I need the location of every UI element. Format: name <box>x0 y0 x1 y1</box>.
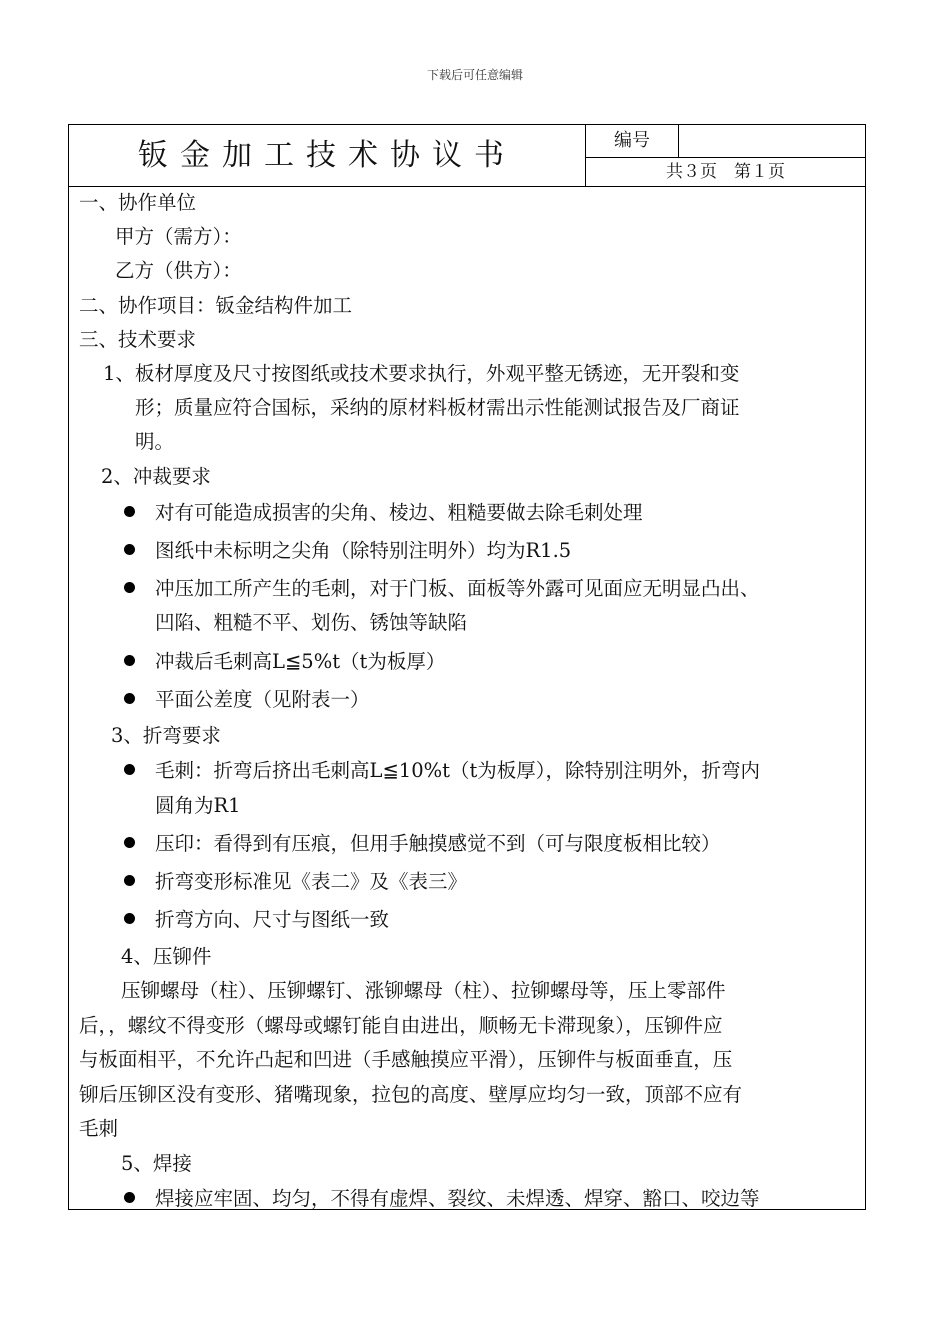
party-a: 甲方（需方）： <box>115 225 242 248</box>
watermark-text: 下载后可任意编辑 <box>426 68 523 82</box>
list-item: 压印：看得到有压痕，但用手触摸感觉不到（可与限度板相比较） <box>155 832 721 855</box>
subsection-heading: 5、焊接 <box>121 1152 192 1175</box>
paragraph-line: 铆后压铆区没有变形、猪嘴现象，拉包的高度、壁厚应均匀一致，顶部不应有 <box>79 1083 743 1106</box>
bullet-icon <box>124 506 135 517</box>
bullet-icon <box>124 913 135 924</box>
list-item: 图纸中未标明之尖角（除特别注明外）均为R1.5 <box>155 539 572 562</box>
section-heading-3: 三、技术要求 <box>79 328 197 351</box>
subsection-heading: 2、冲裁要求 <box>101 465 211 488</box>
document-frame <box>68 124 866 1210</box>
paragraph-line: 后，，螺纹不得变形（螺母或螺钉能自由进出，顺畅无卡滞现象），压铆件应 <box>79 1014 723 1037</box>
section-heading-2: 二、协作项目：钣金结构件加工 <box>79 294 353 317</box>
paragraph-line: 与板面相平，不允许凸起和凹进（手感触摸应平滑），压铆件与板面垂直，压 <box>79 1048 733 1071</box>
code-value <box>679 125 865 158</box>
list-item: 焊接应牢固、均匀，不得有虚焊、裂纹、未焊透、焊穿、豁口、咬边等 <box>155 1187 760 1210</box>
document-title: 钣金加工技术协议书 <box>69 125 586 186</box>
list-item-continuation: 凹陷、粗糙不平、划伤、锈蚀等缺陷 <box>155 611 468 634</box>
page-count: 共３页 第１页 <box>666 162 785 182</box>
code-label: 编号 <box>586 125 679 158</box>
list-item: 折弯方向、尺寸与图纸一致 <box>155 908 390 931</box>
list-item: 对有可能造成损害的尖角、棱边、粗糙要做去除毛刺处理 <box>155 501 643 524</box>
subsection-heading: 3、折弯要求 <box>111 724 221 747</box>
bullet-icon <box>124 655 135 666</box>
bullet-icon <box>124 693 135 704</box>
list-item: 冲裁后毛刺高L≦5%t（t为板厚） <box>155 650 446 673</box>
section-heading-1: 一、协作单位 <box>79 191 197 214</box>
paragraph-line: 毛刺 <box>79 1117 119 1140</box>
bullet-icon <box>124 837 135 848</box>
bullet-icon <box>124 1192 135 1203</box>
list-item: 平面公差度（见附表一） <box>155 688 370 711</box>
bullet-icon <box>124 544 135 555</box>
subsection-heading: 4、压铆件 <box>121 945 212 968</box>
paragraph-line: 形；质量应符合国标，采纳的原材料板材需出示性能测试报告及厂商证 <box>135 396 740 419</box>
document-header <box>69 125 865 187</box>
list-item-continuation: 圆角为R1 <box>155 794 241 817</box>
list-item: 折弯变形标准见《表二》及《表三》 <box>155 870 468 893</box>
bullet-icon <box>124 764 135 775</box>
list-item: 毛刺：折弯后挤出毛刺高L≦10%t（t为板厚），除特别注明外，折弯内 <box>155 759 761 782</box>
bullet-icon <box>124 875 135 886</box>
party-b: 乙方（供方）： <box>115 259 242 282</box>
paragraph-line: 明。 <box>135 430 175 453</box>
bullet-icon <box>124 582 135 593</box>
paragraph-line: 1、板材厚度及尺寸按图纸或技术要求执行，外观平整无锈迹，无开裂和变 <box>103 362 740 385</box>
paragraph-line: 压铆螺母（柱）、压铆螺钉、涨铆螺母（柱）、拉铆螺母等，压上零部件 <box>121 979 726 1002</box>
list-item: 冲压加工所产生的毛刺，对于门板、面板等外露可见面应无明显凸出、 <box>155 577 760 600</box>
